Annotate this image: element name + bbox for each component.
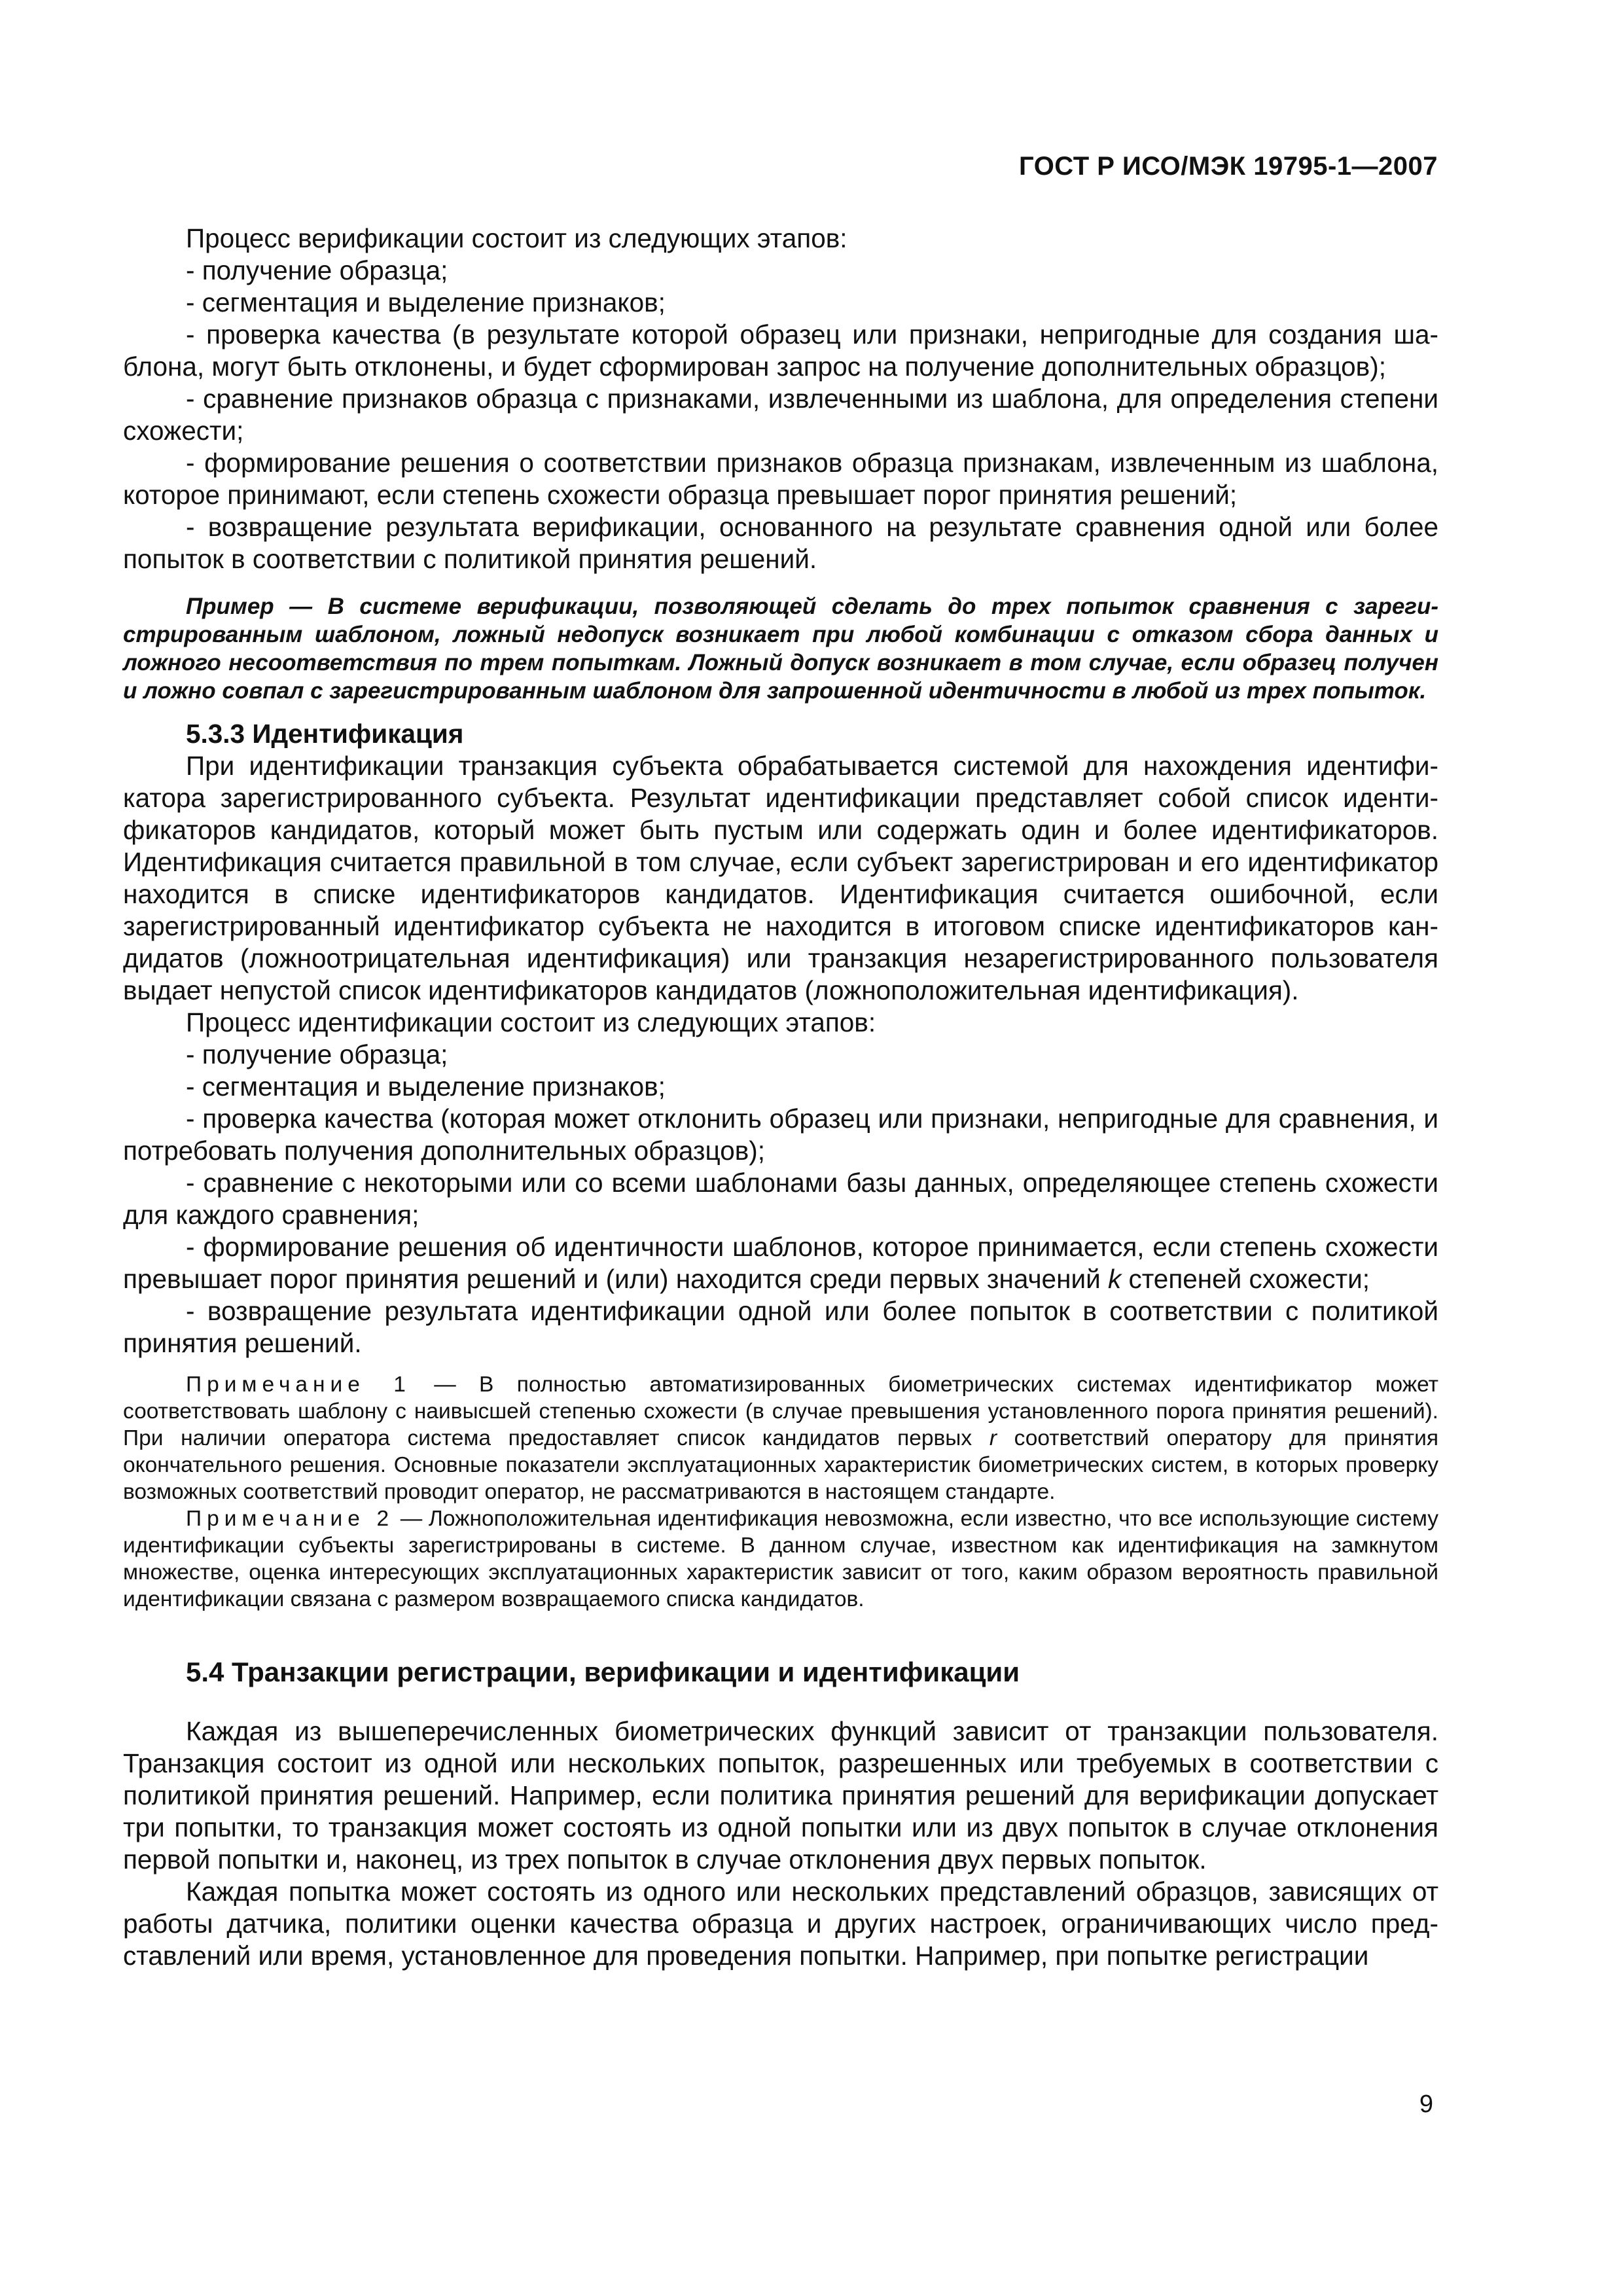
note-label: Примечание 2	[186, 1507, 395, 1531]
list-item-text: степеней схожести;	[1121, 1264, 1370, 1294]
verification-intro: Процесс верификации состоит из следующих этапов:	[186, 223, 847, 253]
note-2	[123, 1505, 1438, 1613]
list-item: - проверка качества (которая может отклонить образец или признаки, непригодные для сравнения, и потребовать получения дополнительных образцов);	[123, 1103, 1438, 1166]
note-text: — Ложноположительная идентификация невозможна, если известно, что все использующие систему идентификации субъекты зарегистрированы в системе. В данном случае, известном как идентификация на замкнутом множестве, оценка интересующих эксплуатационных характеристик зависит от того, каким образом вероятность правильной идентификации связана с размером возвращаемого списка кандидатов.	[123, 1507, 1438, 1611]
list-item: - возвращение результата верификации, основанного на результате сравнения одной или более попыток в соответствии с политикой принятия решений.	[123, 512, 1438, 574]
example-paragraph: Пример — В системе верификации, позволяющей сделать до трех попыток сравнения с зарегистрированным шаблоном, ложный недопуск возникает при любой комбинации с отказом сбора данных и ложного несоответствия по трем попыткам. Ложный допуск возникает в том случае, если образец получен и ложно совпал с зарегистрированным шаблоном для запрошенной идентичности в любой из трех попыток.	[123, 594, 1438, 704]
list-item: - сравнение с некоторыми или со всеми шаблонами базы данных, определяющее степень схожести для каждого сравнения;	[123, 1168, 1438, 1230]
variable-r: r	[989, 1426, 997, 1450]
list-item: - возвращение результата идентификации одной или более попыток в соответствии с политикой принятия решений.	[123, 1296, 1438, 1358]
identification-intro: Процесс идентификации состоит из следующих этапов:	[186, 1007, 876, 1037]
section-heading-5-3-3: 5.3.3 Идентификация	[186, 719, 464, 749]
note-text: соответствий оператору для принятия окончательного решения. Основные показатели эксплуатационных характеристик биометрических систем, в которых проверку возможных соответствий проводит оператор, не рассматриваются в настоящем стандарте.	[123, 1426, 1438, 1504]
list-item: - получение образца;	[186, 1039, 448, 1069]
list-item: - получение образца;	[186, 255, 448, 285]
variable-k: k	[1107, 1264, 1122, 1294]
list-item: - формирование решения о соответствии признаков образца признакам, извлеченным из шаблона, которое принимают, если степень схожести образца превышает порог принятия решений;	[123, 448, 1438, 510]
note-text: — В полностью автоматизированных биометрических системах идентификатор может соответствовать шаблону с наивысшей степенью схожести (в случае превышения установленного порога принятия решений). При наличии оператора система предоставляет список кандидатов первых	[123, 1372, 1439, 1450]
identification-paragraph: При идентификации транзакция субъекта обрабатывается системой для нахождения идентификатора зарегистрированного субъекта. Результат идентификации представляет собой список идентификаторов кандидатов, который может быть пустым или содержать один и более идентификаторов. Идентификация считается правильной в том случае, если субъект зарегистрирован и его идентификатор находится в списке идентификаторов кандидатов. Идентификация считается ошибочной, если зарегистрированный идентификатор субъекта не находится в итоговом списке идентификаторов кандидатов (ложноотрицательная идентификация) или транзакция незарегистрированного пользователя выдает непустой список идентификаторов кандидатов (ложноположительная идентификация).	[123, 751, 1438, 1005]
list-item: - сегментация и выделение признаков;	[186, 287, 666, 317]
list-item	[123, 1231, 1438, 1295]
list-item: - сравнение признаков образца с признаками, извлеченными из шаблона, для определения степени схожести;	[123, 384, 1438, 446]
body-text	[123, 223, 1438, 1972]
section-5-4-paragraph: Каждая из вышеперечисленных биометрических функций зависит от транзакции пользователя. Транзакция состоит из одной или нескольких попыток, разрешенных или требуемых в соответствии с политикой принятия решений. Например, если политика принятия решений для верификации допускает три попытки, то транзакция может состоять из одной попытки или из двух попыток в случае отклонения первой попытки и, наконец, из трех попыток в случае отклонения двух первых попыток.	[123, 1716, 1438, 1874]
note-1	[123, 1371, 1438, 1505]
list-item: - сегментация и выделение признаков;	[186, 1071, 666, 1102]
page-number: 9	[1419, 2090, 1433, 2118]
standard-header: ГОСТ Р ИСО/МЭК 19795-1—2007	[1019, 152, 1438, 181]
section-5-4-paragraph: Каждая попытка может состоять из одного или нескольких представлений образцов, зависящих от работы датчика, политики оценки качества образца и других настроек, ограничивающих число представлений или время, установленное для проведения попытки. Например, при попытке регистрации	[123, 1876, 1438, 1971]
list-item-text: - формирование решения об идентичности шаблонов, которое принимается, если степень схожести превышает порог принятия решений и (или) находится среди первых значений	[123, 1232, 1438, 1294]
note-label: Примечание 1	[186, 1372, 411, 1397]
list-item: - проверка качества (в результате которой образец или признаки, непригодные для создания шаблона, могут быть отклонены, и будет сформирован запрос на получение дополнительных образцов);	[123, 319, 1438, 382]
section-heading-5-4: 5.4 Транзакции регистрации, верификации и идентификации	[186, 1657, 1020, 1687]
